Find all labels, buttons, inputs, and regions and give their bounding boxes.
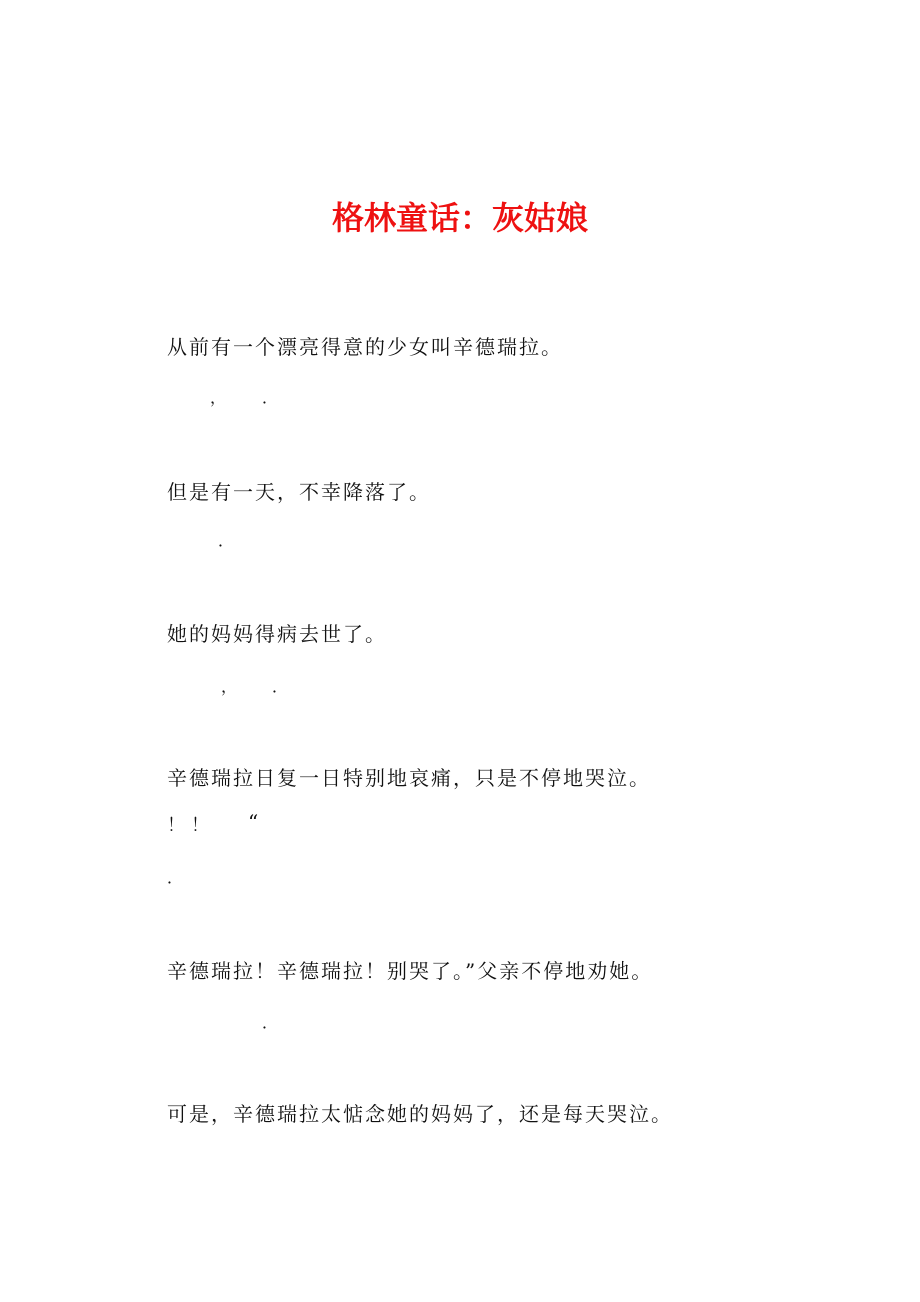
punctuation-mark: “ xyxy=(248,810,259,834)
page-title: 格林童话：灰姑娘 xyxy=(331,199,588,237)
punctuation-mark: ． xyxy=(218,531,235,550)
paragraph-4: 辛德瑞拉日复一日特别地哀痛，只是不停地哭泣。 xyxy=(167,766,651,790)
paragraph-2: 但是有一天，不幸降落了。 xyxy=(167,480,431,504)
punctuation-mark: ． xyxy=(262,1013,279,1032)
punctuation-mark: ． xyxy=(262,388,279,407)
paragraph-1: 从前有一个漂亮得意的少女叫辛德瑞拉。 xyxy=(167,335,563,359)
punctuation-mark: ． xyxy=(167,868,184,887)
paragraph-6: 可是，辛德瑞拉太惦念她的妈妈了，还是每天哭泣。 xyxy=(167,1102,673,1126)
punctuation-mark: ， xyxy=(210,388,227,407)
punctuation-mark: ！！ xyxy=(167,815,215,836)
punctuation-mark: ， xyxy=(221,677,238,696)
paragraph-3: 她的妈妈得病去世了。 xyxy=(167,622,387,646)
paragraph-5: 辛德瑞拉！辛德瑞拉！别哭了。”父亲不停地劝她。 xyxy=(167,959,654,983)
punctuation-mark: ． xyxy=(272,677,289,696)
